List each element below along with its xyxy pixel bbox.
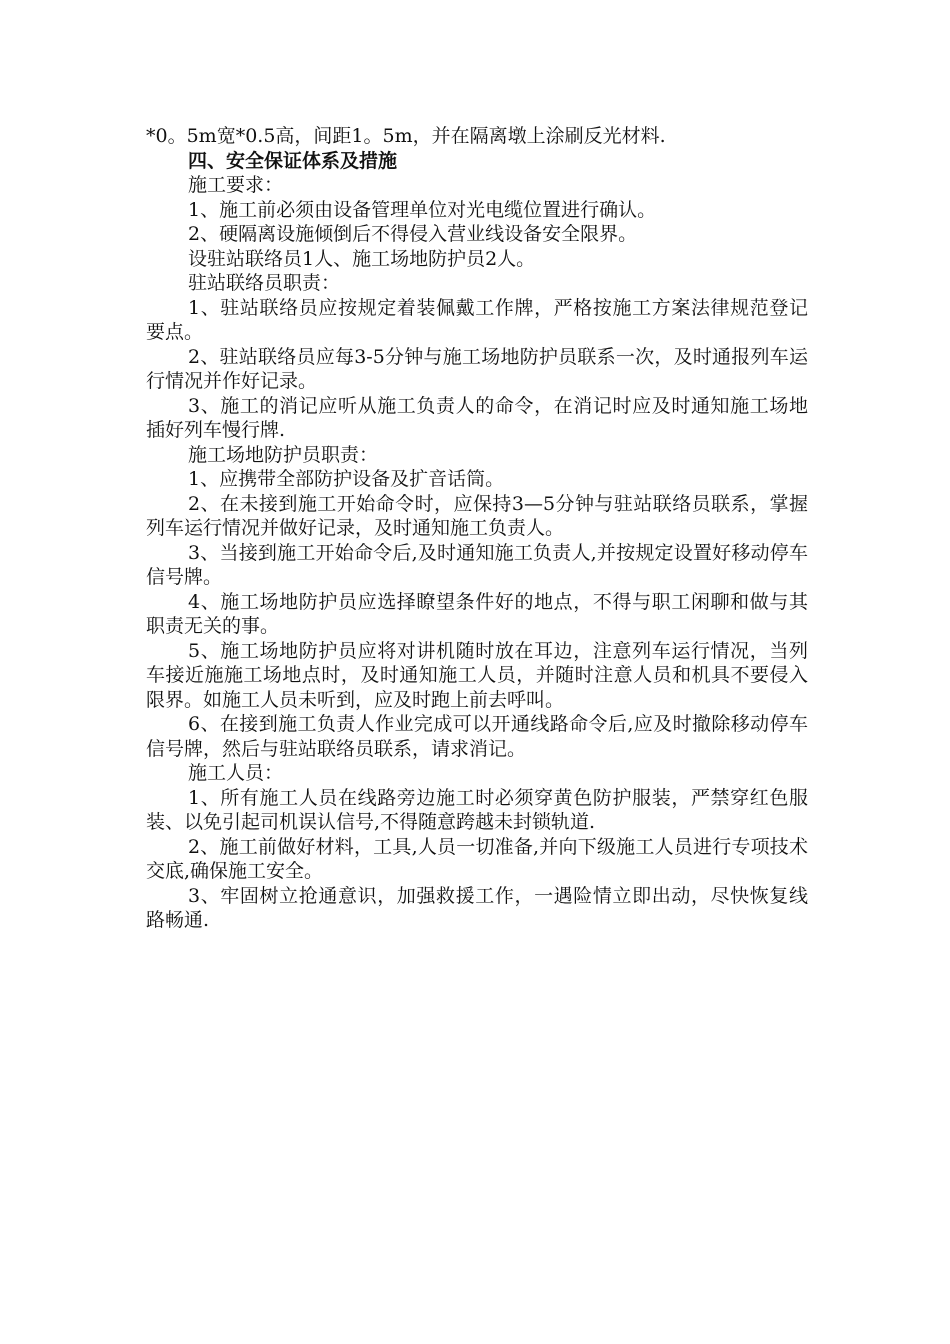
personnel-rule-3: 3、牢固树立抢通意识，加强救援工作，一遇险情立即出动，尽快恢复线路畅通. — [146, 884, 808, 931]
subheading-site-guard-duties: 施工场地防护员职责： — [188, 443, 379, 466]
section-heading: 四、安全保证体系及措施 — [188, 149, 398, 172]
requirement-item-2: 2、硬隔离设施倾倒后不得侵入营业线设备安全限界。 — [188, 223, 638, 245]
liaison-duty-2: 2、驻站联络员应每3-5分钟与施工场地防护员联系一次，及时通报列车运行情况并作好记录。 — [146, 345, 808, 392]
guard-duty-2: 2、在未接到施工开始命令时，应保持3—5分钟与驻站联络员联系，掌握列车运行情况并做好记录，及时通知施工负责人。 — [146, 492, 808, 539]
guard-duty-6: 6、在接到施工负责人作业完成可以开通线路命令后,应及时撤除移动停车信号牌，然后与驻站联络员联系，请求消记。 — [146, 713, 808, 760]
liaison-duty-1: 1、驻站联络员应按规定着装佩戴工作牌，严格按施工方案法律规范登记要点。 — [146, 296, 808, 343]
requirement-item-1: 1、施工前必须由设备管理单位对光电缆位置进行确认。 — [188, 198, 657, 221]
guard-duty-4: 4、施工场地防护员应选择瞭望条件好的地点，不得与职工闲聊和做与其职责无关的事。 — [146, 590, 808, 637]
subheading-construction-personnel: 施工人员： — [188, 762, 284, 784]
personnel-rule-2: 2、施工前做好材料，工具,人员一切准备,并向下级施工人员进行专项技术交底,确保施工安全。 — [146, 835, 808, 882]
guard-duty-1: 1、应携带全部防护设备及扩音话筒。 — [188, 468, 505, 490]
personnel-rule-1: 1、所有施工人员在线路旁边施工时必须穿黄色防护服装，严禁穿红色服装、以免引起司机误认信号,不得随意跨越未封锁轨道. — [146, 786, 808, 833]
paragraph-continuation: *0。5m宽*0.5高，间距1。5m，并在隔离墩上涂刷反光材料. — [146, 125, 666, 147]
guard-duty-5: 5、施工场地防护员应将对讲机随时放在耳边，注意列车运行情况，当列车接近施施工场地点时，及时通知施工人员，并随时注意人员和机具不要侵入限界。如施工人员未听到，应及时跑上前去呼叫。 — [146, 639, 808, 711]
staffing-statement: 设驻站联络员1人、施工场地防护员2人。 — [188, 247, 536, 270]
subheading-construction-requirements: 施工要求： — [188, 174, 284, 196]
liaison-duty-3: 3、施工的消记应听从施工负责人的命令，在消记时应及时通知施工场地插好列车慢行牌. — [146, 394, 808, 441]
guard-duty-3: 3、当接到施工开始命令后,及时通知施工负责人,并按规定设置好移动停车信号牌。 — [146, 541, 808, 588]
subheading-station-liaison-duties: 驻站联络员职责： — [188, 272, 341, 294]
document-body — [146, 124, 808, 933]
